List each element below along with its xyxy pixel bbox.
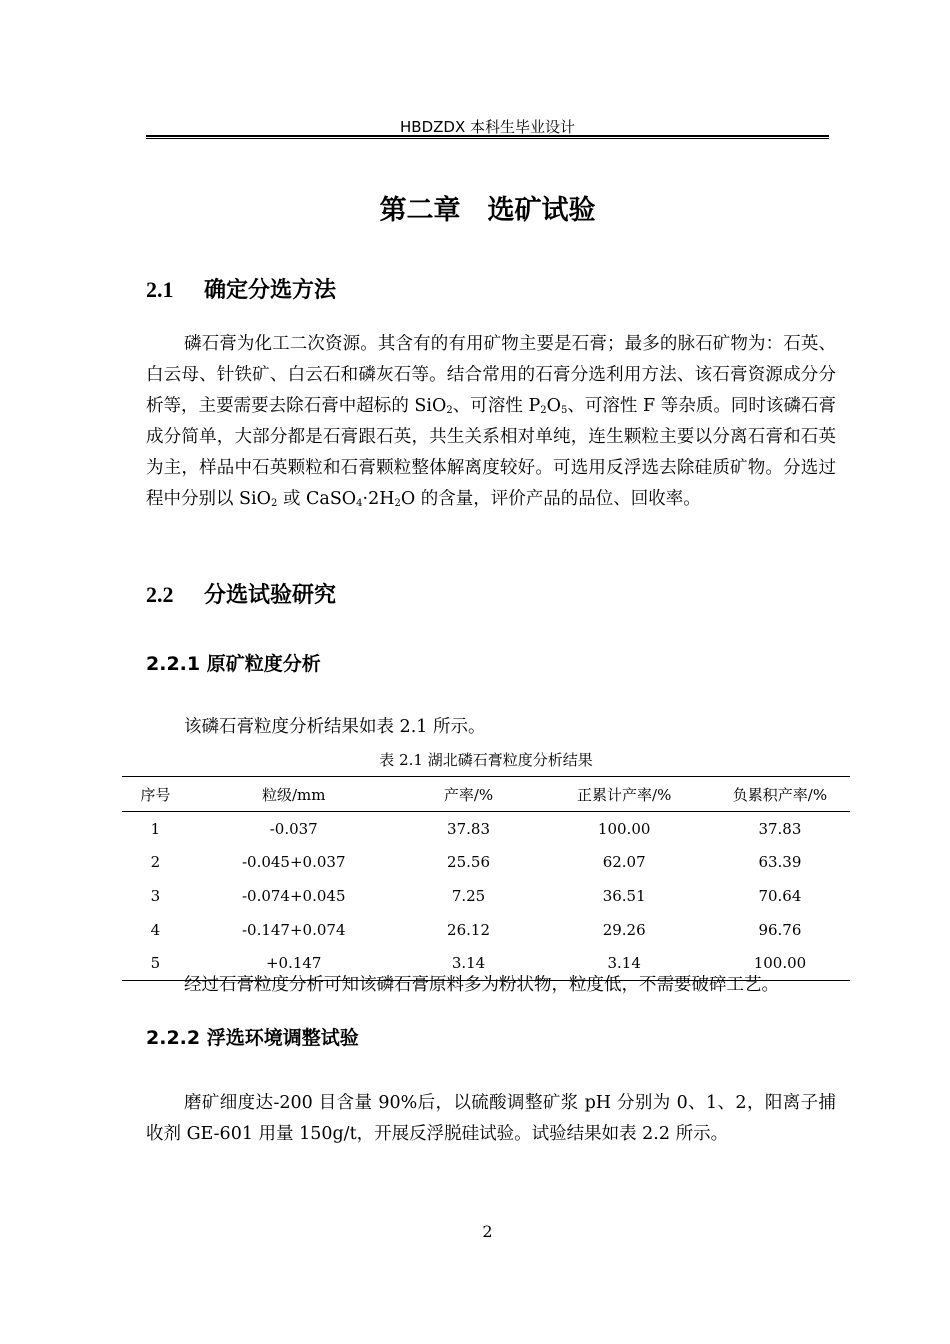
table-row xyxy=(122,812,850,846)
table-cell: 37.83 xyxy=(758,819,802,838)
table-cell: 4 xyxy=(150,920,161,939)
text-run: 、可溶性 F 等杂质。同时该磷石膏成分简单，大部分都是石膏跟石英，共生关系相对单纯，连生颗粒主要以分离石膏和石英为主，样品中石英颗粒和石膏颗粒整体解离度较好。可选用反浮选去除硅质矿物。分选过程中分别以 SiO xyxy=(146,396,836,509)
page-header: HBDZDX 本科生毕业设计 xyxy=(400,118,575,136)
subscript: 2 xyxy=(394,498,401,509)
chapter-title: 第二章 选矿试验 xyxy=(379,195,596,226)
table-caption: 表 2.1 湖北磷石膏粒度分析结果 xyxy=(379,751,593,769)
text-run: 或 CaSO xyxy=(277,489,357,509)
intro-text: 该磷石膏粒度分析结果如表 2.1 所示。 xyxy=(184,717,486,737)
col-header-cum-neg: 负累积产率/% xyxy=(732,785,828,804)
text-run: O 的含量，评价产品的品位、回收率。 xyxy=(400,489,701,509)
page-number: 2 xyxy=(482,1222,493,1241)
section-number: 2.2 xyxy=(146,582,174,607)
section-2-2-heading xyxy=(146,578,336,609)
table-cell: 26.12 xyxy=(447,920,490,939)
text-run: O xyxy=(546,396,561,416)
table-cell: 96.76 xyxy=(758,920,802,939)
subscript: 4 xyxy=(356,498,363,509)
text-run: ·2H xyxy=(362,489,395,509)
section-2-2-1-heading: 2.2.1 原矿粒度分析 xyxy=(146,653,321,675)
section-title: 确定分选方法 xyxy=(204,278,337,303)
table-cell: 37.83 xyxy=(447,819,490,838)
text-run: 、可溶性 P xyxy=(452,396,541,416)
table-cell: +0.147 xyxy=(265,954,322,973)
table-cell: 63.39 xyxy=(758,853,802,872)
header-rule xyxy=(146,135,829,139)
col-header-size: 粒级/mm xyxy=(261,785,326,804)
table-cell: 2 xyxy=(150,853,161,872)
paragraph-text: 磨矿细度达-200 目含量 90%后，以硫酸调整矿浆 pH 分别为 0、1、2，阳离子捕收剂 GE-601 用量 150g/t，开展反浮脱硅试验。试验结果如表 2.2 所示。 xyxy=(146,1093,836,1144)
table-cell: 100.00 xyxy=(753,954,807,973)
col-header-index: 序号 xyxy=(140,785,171,804)
table-cell: -0.045+0.037 xyxy=(241,853,346,872)
table-row xyxy=(122,913,850,947)
section-2-1-paragraph xyxy=(146,329,836,515)
subscript: 2 xyxy=(446,405,453,416)
table-cell: 3.14 xyxy=(451,954,486,973)
conclusion-text: 经过石膏粒度分析可知该磷石膏原料多为粉状物，粒度低，不需要破碎工艺。 xyxy=(184,975,779,995)
section-2-1-heading xyxy=(146,273,336,304)
table-cell: 36.51 xyxy=(602,886,646,905)
col-header-yield: 产率/% xyxy=(443,785,494,804)
table-cell: 29.26 xyxy=(602,920,646,939)
table-cell: 1 xyxy=(150,819,161,838)
text-run: 磷石膏为化工二次资源。其含有的有用矿物主要是石膏；最多的脉石矿物为：石英、白云母、针铁矿、白云石和磷灰石等。结合常用的石膏分选利用方法、该石膏资源成分分析等，主要需要去除石膏中超标的 SiO xyxy=(146,334,836,416)
table-cell: 100.00 xyxy=(597,819,651,838)
subscript: 2 xyxy=(271,498,278,509)
grain-size-table xyxy=(122,776,850,981)
table-conclusion xyxy=(146,970,836,1001)
section-number: 2.1 xyxy=(146,277,174,302)
table-cell: 70.64 xyxy=(758,886,802,905)
table-cell: 62.07 xyxy=(602,853,646,872)
table-cell: -0.147+0.074 xyxy=(241,920,346,939)
section-2-2-2-paragraph xyxy=(146,1088,836,1150)
subscript: 5 xyxy=(560,405,568,416)
table-cell: -0.037 xyxy=(269,819,318,838)
table-cell: 3.14 xyxy=(607,954,641,973)
section-2-2-2-heading: 2.2.2 浮选环境调整试验 xyxy=(146,1027,359,1049)
table-intro xyxy=(146,712,836,743)
table-cell: -0.074+0.045 xyxy=(241,886,346,905)
table-cell: 5 xyxy=(150,954,161,973)
table-cell: 3 xyxy=(150,886,161,905)
subscript: 2 xyxy=(540,405,547,416)
table-cell: 25.56 xyxy=(447,853,490,872)
table-row xyxy=(122,879,850,913)
table-header-row xyxy=(122,777,850,812)
table-row xyxy=(122,846,850,880)
table-cell: 7.25 xyxy=(451,886,486,905)
col-header-cum-pos: 正累计产率/% xyxy=(577,785,672,804)
section-title: 分选试验研究 xyxy=(204,583,337,608)
